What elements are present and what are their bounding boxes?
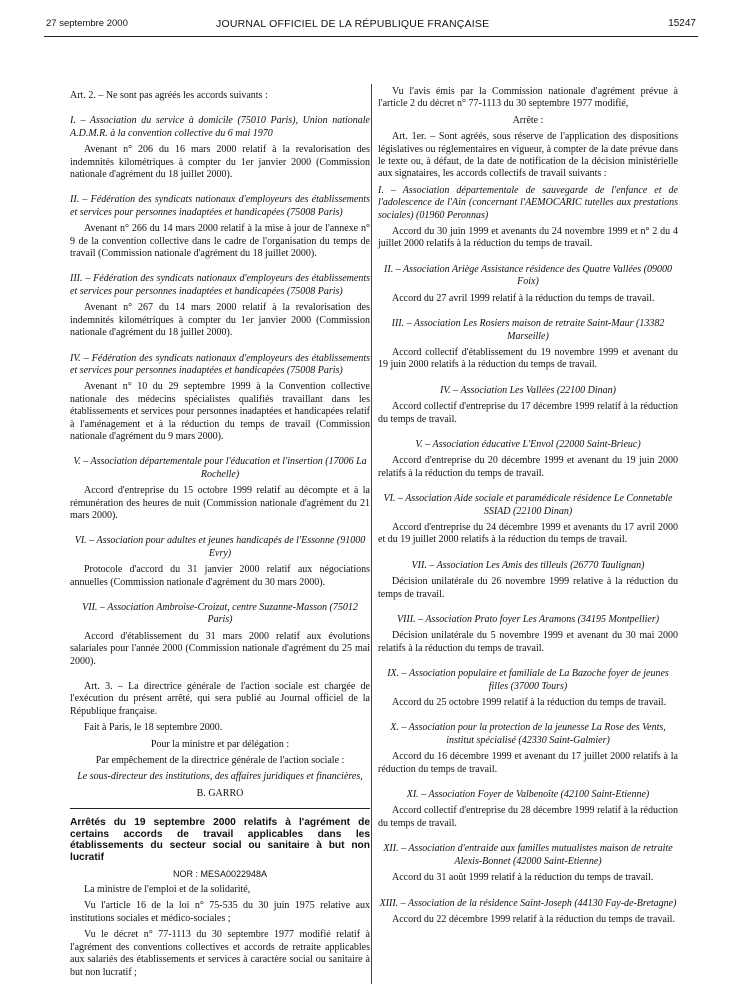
left-item-title: IV. – Fédération des syndicats nationaux d'employeurs des établissements et services pour personnes inadaptées et handicapées (75008 Paris) bbox=[70, 352, 370, 376]
item-gap bbox=[70, 526, 370, 535]
right-item-body: Accord du 30 juin 1999 et avenants du 24 novembre 1999 et n° 2 du 4 juillet 2000 relatifs à la réduction du temps de travail. bbox=[378, 226, 678, 250]
item-gap bbox=[70, 447, 370, 456]
item-gap bbox=[378, 376, 678, 385]
right-item-title: I. – Association départementale de sauvegarde de l'enfance et de l'adolescence de l'Ain (concernant l'AEMOCARIC tutelles aux prestations sociales) (01960 Peronnas) bbox=[378, 184, 678, 221]
item-gap bbox=[378, 309, 678, 318]
right-item-body: Accord collectif d'entreprise du 28 décembre 1999 relatif à la réduction du temps de travail. bbox=[378, 805, 678, 829]
left-item-title: V. – Association départementale pour l'éducation et l'insertion (17006 La Rochelle) bbox=[73, 456, 367, 480]
left-item-body: Protocole d'accord du 31 janvier 2000 relatif aux négociations annuelles (Commission nationale d'agrément du 30 mars 2000). bbox=[70, 564, 370, 588]
header-date: 27 septembre 2000 bbox=[46, 18, 128, 29]
right-item-title: V. – Association éducative L'Envol (22000 Saint-Brieuc) bbox=[415, 438, 641, 450]
right-item-body: Accord du 25 octobre 1999 relatif à la réduction du temps de travail. bbox=[392, 697, 667, 709]
right-items bbox=[378, 185, 678, 939]
right-item-body: Accord du 27 avril 1999 relatif à la réduction du temps de travail. bbox=[392, 292, 655, 304]
right-item-body: Accord du 16 décembre 1999 et avenant du 17 juillet 2000 relatifs à la réduction du temps de travail. bbox=[378, 751, 678, 775]
right-item-title: VI. – Association Aide sociale et paramédicale résidence Le Connetable SSIAD (22100 Dinan) bbox=[383, 493, 673, 517]
item-gap bbox=[378, 430, 678, 439]
header-title: JOURNAL OFFICIEL DE LA RÉPUBLIQUE FRANÇAISE bbox=[216, 18, 490, 30]
right-item-body: Décision unilatérale du 5 novembre 1999 et avenant du 30 mai 2000 relatifs à la réduction du temps de travail. bbox=[378, 630, 678, 654]
left-item-body: Avenant n° 206 du 16 mars 2000 relatif à la revalorisation des indemnités kilométriques à compter du 1er janvier 2000 (Commission nationale d'agrément du 18 juillet 2000). bbox=[70, 144, 370, 181]
left-item-body: Accord d'établissement du 31 mars 2000 relatif aux évolutions salariales pour l'année 2000 (Commission nationale d'agrément du 25 mai 2000). bbox=[70, 630, 370, 667]
item-gap bbox=[378, 834, 678, 843]
left-item-title: II. – Fédération des syndicats nationaux d'employeurs des établissements et services pour personnes inadaptées et handicapées (75008 Paris) bbox=[70, 194, 370, 218]
signature-line-1: Pour la ministre et par délégation : bbox=[150, 738, 290, 750]
fait-a-paris: Fait à Paris, le 18 septembre 2000. bbox=[84, 722, 223, 734]
item-gap bbox=[378, 484, 678, 493]
left-item-body: Avenant n° 267 du 14 mars 2000 relatif à la revalorisation des indemnités kilométriques à compter du 1er janvier 2000 (Commission nationale d'agrément du 18 juillet 2000). bbox=[70, 302, 370, 339]
item-gap bbox=[378, 659, 678, 668]
item-gap bbox=[70, 185, 370, 194]
item-gap bbox=[70, 672, 370, 681]
item-gap bbox=[378, 780, 678, 789]
column-divider bbox=[371, 84, 372, 984]
left-item-title: VI. – Association pour adultes et jeunes handicapés de l'Essonne (91000 Evry) bbox=[74, 535, 366, 559]
item-gap bbox=[378, 713, 678, 722]
right-item-title: II. – Association Ariège Assistance résidence des Quatre Vallées (09000 Foix) bbox=[384, 263, 672, 288]
left-item-title: VII. – Association Ambroise-Croizat, centre Suzanne-Masson (75012 Paris) bbox=[82, 602, 358, 626]
right-item-title: VIII. – Association Prato foyer Les Aramons (34195 Montpellier) bbox=[396, 614, 660, 625]
right-item-body: Accord du 22 décembre 1999 relatif à la réduction du temps de travail. bbox=[392, 913, 675, 925]
left-item-body: Avenant n° 10 du 29 septembre 1999 à la Convention collective nationale des médecins spécialistes qualifiés travaillant dans les établissements et services pour personnes inadaptées et handicapées relatif à l'aménagement et à la réduction du temps de travail (Commission nationale d'agrément du 9 mars 2000). bbox=[70, 381, 370, 442]
right-item-body: Accord d'entreprise du 20 décembre 1999 et avenant du 19 juin 2000 relatifs à la réduction du temps de travail. bbox=[378, 455, 678, 479]
article-2: Art. 2. – Ne sont pas agréés les accords suivants : bbox=[70, 90, 268, 101]
right-column bbox=[378, 86, 678, 939]
item-gap bbox=[70, 344, 370, 353]
right-item-body: Accord du 31 août 1999 relatif à la réduction du temps de travail. bbox=[392, 872, 654, 884]
left-column bbox=[70, 90, 370, 983]
right-item-title: XII. – Association d'entraide aux familles mutualistes maison de retraite Alexis-Bonnet (42000 Saint-Etienne) bbox=[383, 843, 673, 867]
vu-3: Vu l'avis émis par la Commission nationale d'agrément prévue à l'article 2 du décret n° 77-1113 du 30 septembre 1977 modifié, bbox=[378, 86, 678, 110]
vu-2: Vu le décret n° 77-1113 du 30 septembre 1977 modifié relatif à l'agrément des conventions collectives et accords de retraite applicables aux salariés des établissements et services à caractère social ou sanitaire à but non lucratif ; bbox=[70, 929, 370, 978]
left-item-title: I. – Association du service à domicile (75010 Paris), Union nationale A.D.M.R. à la convention collective du 6 mai 1970 bbox=[70, 115, 370, 139]
left-item-body: Accord d'entreprise du 15 octobre 1999 relatif au décompte et à la rémunération des heures de nuit (Commission nationale d'agrément du 21 mars 2000). bbox=[70, 485, 370, 521]
item-gap bbox=[378, 605, 678, 614]
section-separator bbox=[70, 808, 370, 809]
right-item-body: Accord collectif d'entreprise du 17 décembre 1999 relatif à la réduction du temps de travail. bbox=[378, 401, 678, 425]
right-item-title: III. – Association Les Rosiers maison de retraite Saint-Maur (13382 Marseille) bbox=[391, 318, 665, 342]
item-gap bbox=[70, 264, 370, 273]
right-item-body: Accord d'entreprise du 24 décembre 1999 et avenants du 17 avril 2000 et du 19 juillet 2000 relatifs à la réduction du temps de travail. bbox=[378, 521, 678, 546]
right-item-title: X. – Association pour la protection de la jeunesse La Rose des Vents, institut spécialisé (42330 Saint-Galmier) bbox=[390, 722, 666, 746]
item-gap bbox=[70, 593, 370, 602]
minister-line: La ministre de l'emploi et de la solidarité, bbox=[84, 884, 251, 896]
item-gap bbox=[378, 551, 678, 560]
right-item-body: Décision unilatérale du 26 novembre 1999 relative à la réduction du temps de travail. bbox=[378, 576, 678, 600]
left-item-body: Avenant n° 266 du 14 mars 2000 relatif à la mise à jour de l'annexe n° 9 de la convention collective dans le cadre de l'organisation du temps de travail (Commission nationale d'agrément du 18 juillet 2000). bbox=[70, 223, 370, 260]
right-item-title: IV. – Association Les Vallées (22100 Dinan) bbox=[439, 384, 616, 396]
article-1: Art. 1er. – Sont agréés, sous réserve de l'application des dispositions législatives ou réglementaires en vigueur, à compter de la date prévue dans le texte ou, à défaut, de la date de notification de la décision ministérielle aux signataires, les accords collectifs de travail suivants : bbox=[378, 131, 678, 180]
left-items bbox=[70, 115, 370, 681]
article-3: Art. 3. – La directrice générale de l'action sociale est chargée de l'exécution du présent arrêté, qui sera publié au Journal officiel de la République française. bbox=[70, 681, 370, 717]
arretes-title: Arrêtés du 19 septembre 2000 relatifs à l'agrément de certains accords de travail applicables dans les établissements du secteur social ou sanitaire à but non lucratif bbox=[70, 817, 370, 864]
left-item-title: III. – Fédération des syndicats nationaux d'employeurs des établissements et services pour personnes inadaptées et handicapées (75008 Paris) bbox=[70, 273, 370, 297]
item-gap bbox=[378, 889, 678, 898]
right-item-title: XI. – Association Foyer de Valbenoîte (42100 Saint-Etienne) bbox=[406, 789, 650, 801]
signature-name: B. GARRO bbox=[196, 787, 244, 799]
page-header bbox=[46, 18, 696, 34]
right-item-title: VII. – Association Les Amis des tilleuls (26770 Taulignan) bbox=[411, 559, 645, 571]
right-item-body: Accord collectif d'établissement du 19 novembre 1999 et avenant du 19 juin 2000 relatifs à la réduction du temps de travail. bbox=[378, 346, 678, 371]
right-item-title: IX. – Association populaire et familiale de La Bazoche foyer de jeunes filles (37000 Tours) bbox=[387, 668, 669, 692]
item-gap bbox=[378, 255, 678, 264]
header-page-number: 15247 bbox=[668, 18, 696, 29]
arrete-label: Arrête : bbox=[512, 114, 544, 126]
signature-line-3: Le sous-directeur des institutions, des affaires juridiques et financières, bbox=[77, 771, 363, 783]
nor-reference: NOR : MESA0022948A bbox=[172, 868, 268, 879]
header-rule bbox=[44, 36, 698, 37]
vu-1: Vu l'article 16 de la loi n° 75-535 du 30 juin 1975 relative aux institutions sociales et médico-sociales ; bbox=[70, 900, 370, 924]
right-item-title: XIII. – Association de la résidence Saint-Joseph (44130 Fay-de-Bretagne) bbox=[379, 897, 677, 909]
item-gap bbox=[378, 930, 678, 939]
signature-line-2: Par empêchement de la directrice générale de l'action sociale : bbox=[95, 755, 345, 767]
